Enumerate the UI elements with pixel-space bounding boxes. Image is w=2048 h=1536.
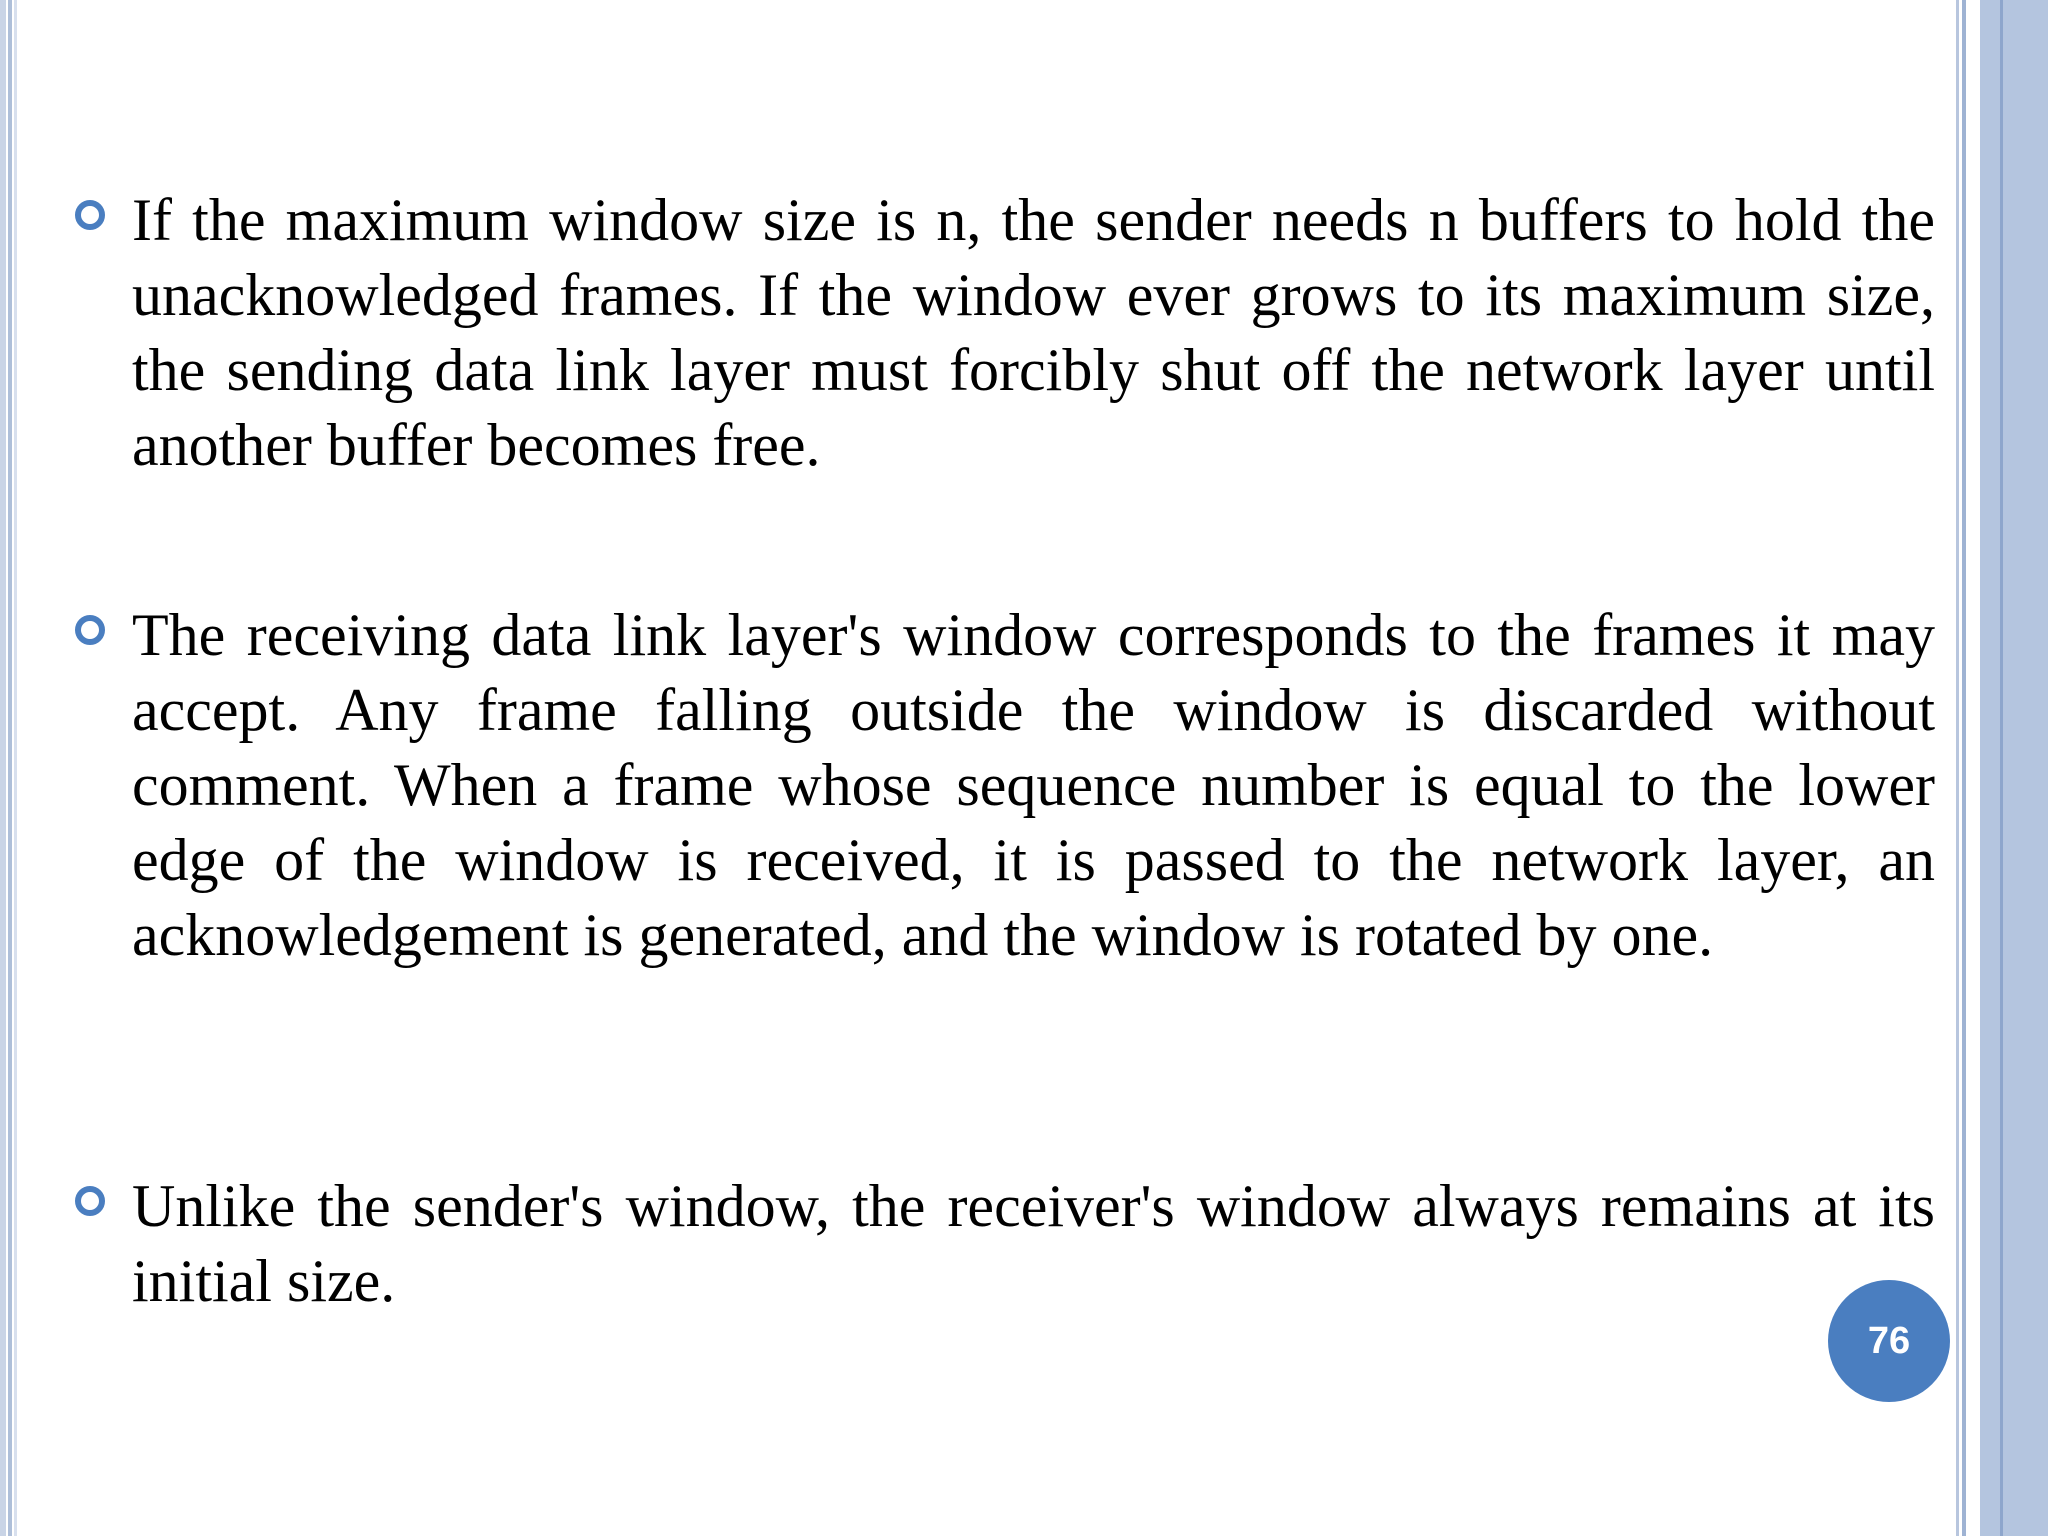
left-border-stripe [8,0,12,1536]
right-border-line [1956,0,1959,1536]
hollow-circle-bullet-icon [75,1186,105,1216]
right-border-band [1980,0,2048,1536]
bullet-text: If the maximum window size is n, the sender needs n buffers to hold the unacknowledged frames. If the window ever grows to its maximum size, the sending data link layer must forcibly shut off the network layer until another buffer becomes free. [132,187,1935,478]
hollow-circle-bullet-icon [75,615,105,645]
right-border-gap [1966,0,1980,1536]
page-number-badge: 76 [1828,1280,1950,1402]
hollow-circle-bullet-icon [75,200,105,230]
left-border-stripe [0,0,6,1536]
bullet-text: The receiving data link layer's window corresponds to the frames it may accept. Any frame falling outside the window is discarded without comment. When a frame whose sequence number is equal to the lower edge of the window is received, it is passed to the network layer, an acknowledgement is generated, and the window is rotated by one. [132,602,1935,968]
bullet-text: Unlike the sender's window, the receiver's window always remains at its initial size. [132,1173,1935,1314]
left-border-stripe [14,0,17,1536]
right-border-line [2000,0,2003,1536]
